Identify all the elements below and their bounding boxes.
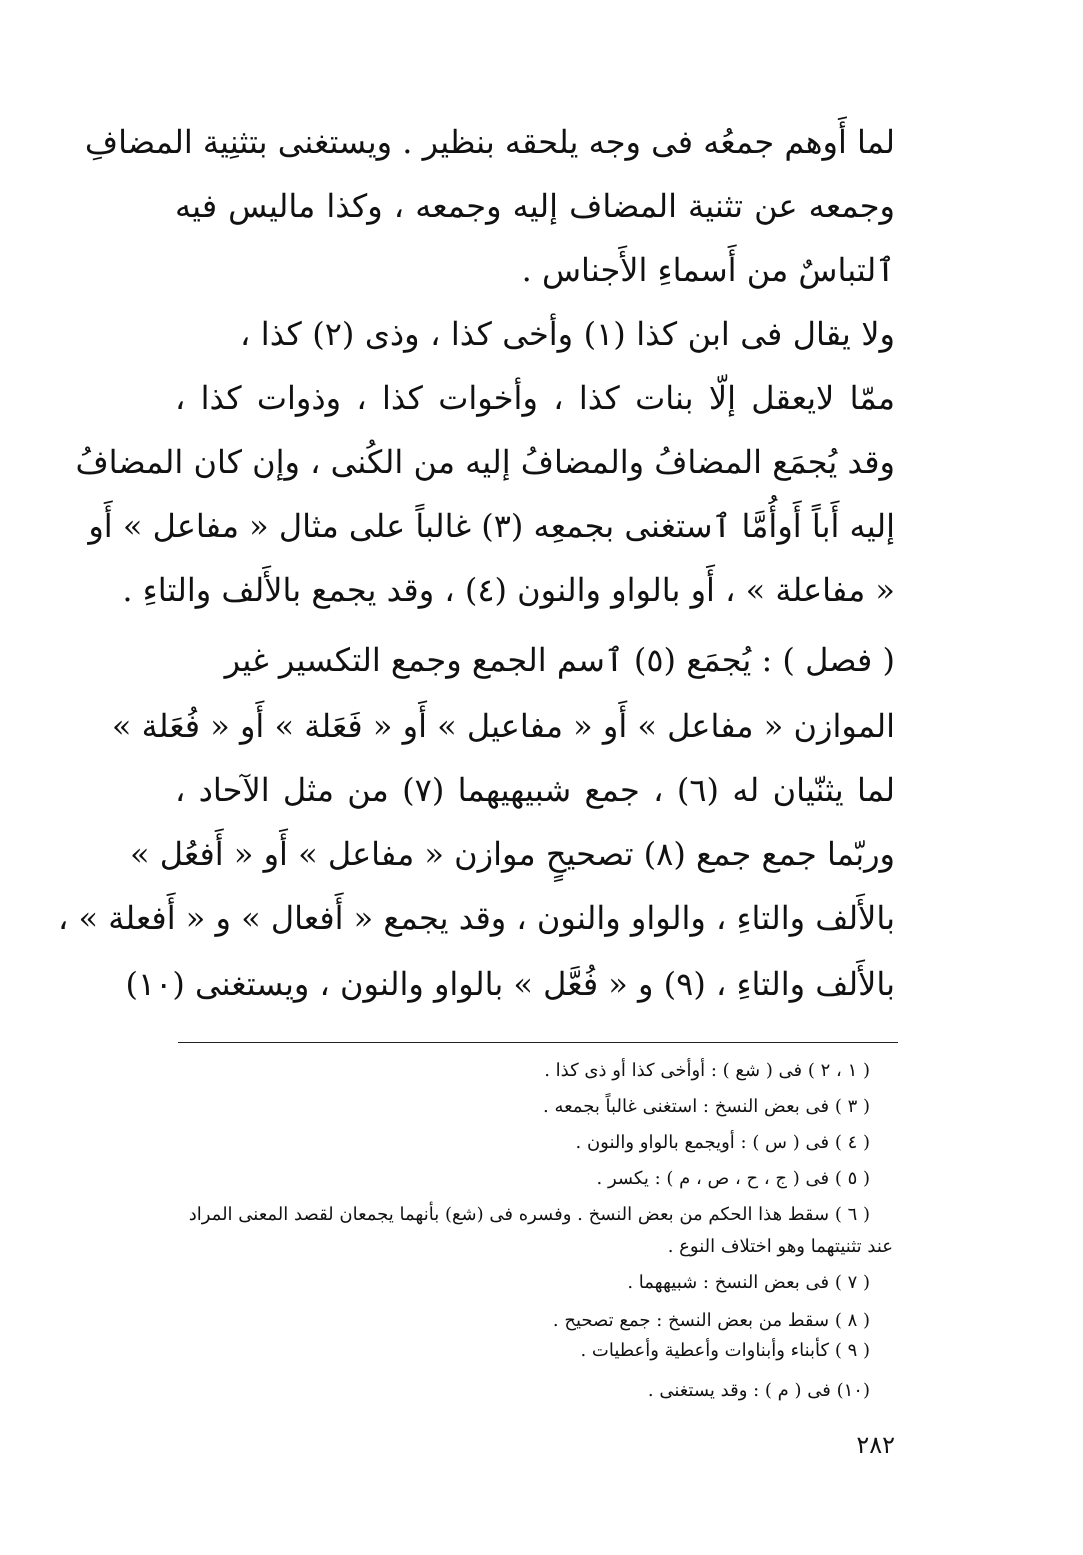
footnote: ( ٥ ) فى ( ج ، ح ، ص ، م ) : يكسر . [596, 1168, 870, 1189]
footnote: ( ١ ، ٢ ) فى ( شع ) : أوأخى كذا أو ذى كذا . [544, 1060, 870, 1081]
text-line: ممّا لايعقل إلّا بنات كذا ، وأخوات كذا ، وذوات كذا ، [175, 379, 895, 417]
footnote-separator [178, 1042, 898, 1043]
footnote-continuation: عند تثنيتهما وهو اختلاف النوع . [667, 1236, 893, 1257]
footnote: ( ٦ ) سقط هذا الحكم من بعض النسخ . وفسره فى (شع) بأنهما يجمعان لقصد المعنى المراد [188, 1204, 870, 1225]
text-line: ولا يقال فى ابن كذا (١) وأخى كذا ، وذى (٢) كذا ، [240, 315, 896, 353]
page-number: ٢٨٢ [856, 1431, 895, 1459]
text-line: وربّما جمع جمع (٨) تصحيحٍ موازن « مفاعل » أَو « أَفعُل » [130, 835, 895, 873]
footnote: ( ٩ ) كأبناء وأبناوات وأعطية وأعطيات . [580, 1340, 870, 1361]
text-line: وجمعه عن تثنية المضاف إليه وجمعه ، وكذا ماليس فيه [175, 187, 895, 225]
text-line: وقد يُجمَع المضافُ والمضافُ إليه من الكُنى ، وإن كان المضافُ [75, 443, 895, 481]
text-line: بالأَلف والتاءِ ، (٩) و « فُعَّل » بالواو والنون ، ويستغنى (١٠) [125, 965, 895, 1003]
footnote: ( ٨ ) سقط من بعض النسخ : جمع تصحيح . [552, 1310, 870, 1331]
text-line: لما أَوهم جمعُه فى وجه يلحقه بنظير . ويستغنى بتثنِية المضافِ [84, 123, 895, 161]
footnote: (١٠) فى ( م ) : وقد يستغنى . [647, 1380, 870, 1401]
text-line: الموازن « مفاعل » أَو « مفاعيل » أَو « فَعَلة » أَو « فُعَلة » [111, 707, 895, 745]
footnote: ( ٧ ) فى بعض النسخ : شبيههما . [627, 1272, 870, 1293]
text-line: إليه أَباً أَوأُمَّا ٱستغنى بجمعِه (٣) غالباً على مثال « مفاعل » أَو [88, 507, 895, 545]
text-line: ( فصل ) : يُجمَع (٥) ٱسم الجمع وجمع التكسير غير [224, 641, 895, 679]
text-line: بالأَلف والتاءِ ، والواو والنون ، وقد يجمع « أَفعال » و « أَفعلة » ، [57, 899, 895, 937]
text-line: لما يثنّيان له (٦) ، جمع شبيهيهما (٧) من مثل الآحاد ، [175, 771, 896, 809]
text-line: ٱلتباسٌ من أَسماءِ الأَجناس . [521, 251, 895, 289]
footnote: ( ٤ ) فى ( س ) : أويجمع بالواو والنون . [575, 1132, 870, 1153]
footnote: ( ٣ ) فى بعض النسخ : استغنى غالباً بجمعه . [543, 1096, 870, 1117]
text-line: « مفاعلة » ، أَو بالواو والنون (٤) ، وقد يجمع بالأَلف والتاءِ . [122, 571, 895, 609]
